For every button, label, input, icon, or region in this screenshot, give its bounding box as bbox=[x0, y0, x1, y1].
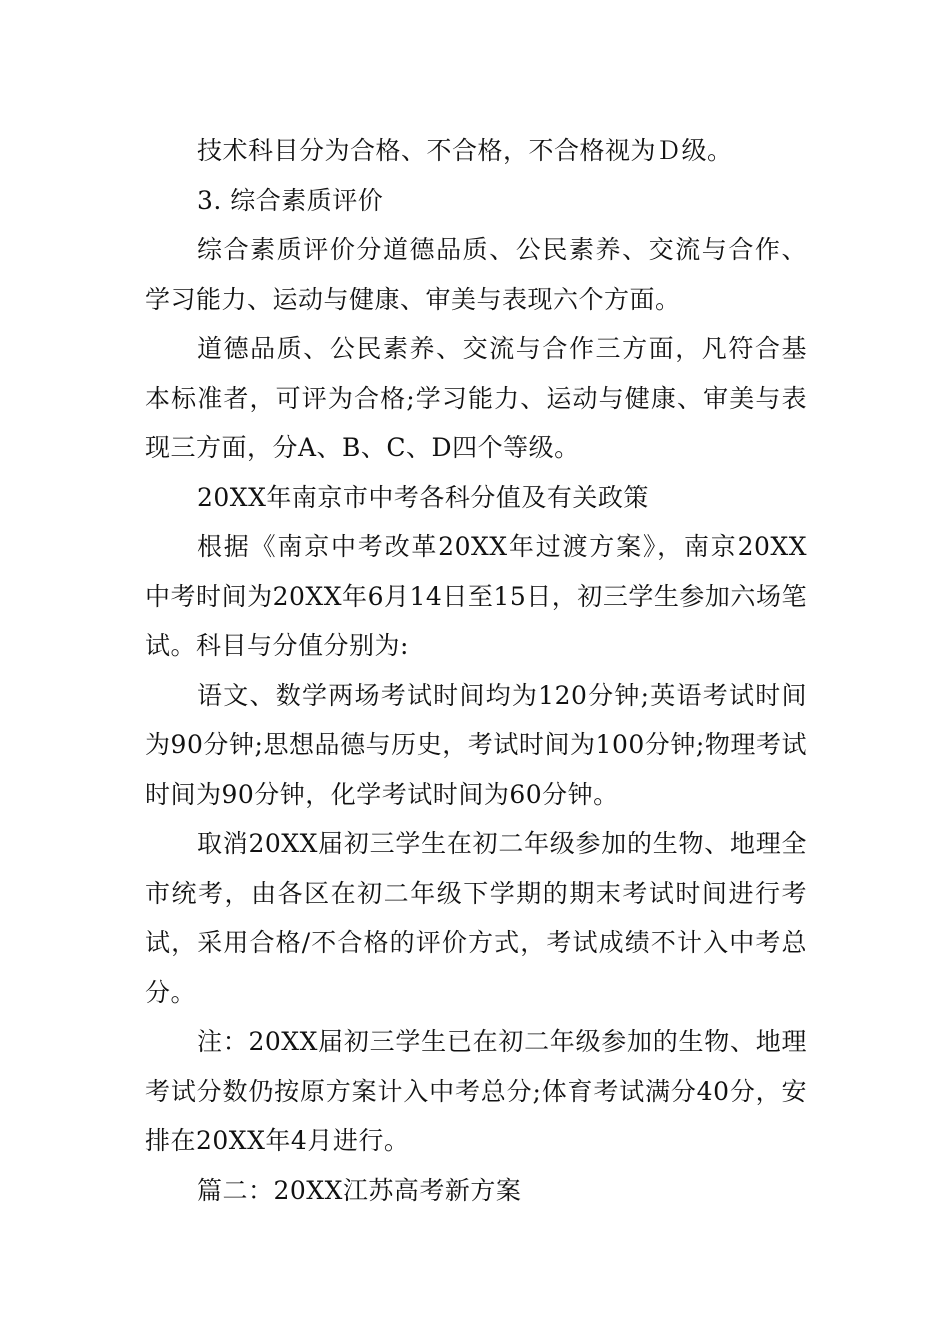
paragraph-quality-aspects: 综合素质评价分道德品质、公民素养、交流与合作、学习能力、运动与健康、审美与表现六个方面。 bbox=[145, 235, 807, 314]
paragraph-cancelled-exams: 取消20XX届初三学生在初二年级参加的生物、地理全市统考，由各区在初二年级下学期的期末考试时间进行考试，采用合格/不合格的评价方式，考试成绩不计入中考总分。 bbox=[145, 829, 807, 1007]
paragraph-note: 注：20XX届初三学生已在初二年级参加的生物、地理考试分数仍按原方案计入中考总分;体育考试满分40分，安排在20XX年4月进行。 bbox=[145, 1027, 807, 1155]
document-page bbox=[145, 126, 807, 1215]
paragraph-exam-schedule: 根据《南京中考改革20XX年过渡方案》，南京20XX中考时间为20XX年6月14日至15日，初三学生参加六场笔试。科目与分值分别为: bbox=[145, 532, 807, 660]
section-heading-quality-evaluation: 3. 综合素质评价 bbox=[197, 185, 384, 215]
paragraph-part-two-title: 篇二：20XX江苏高考新方案 bbox=[197, 1175, 522, 1205]
paragraph-tech-subjects: 技术科目分为合格、不合格，不合格视为Ｄ级。 bbox=[197, 136, 733, 165]
paragraph-nanjing-heading: 20XX年南京市中考各科分值及有关政策 bbox=[197, 482, 649, 512]
paragraph-exam-durations: 语文、数学两场考试时间均为120分钟;英语考试时间为90分钟;思想品德与历史，考试时间为100分钟;物理考试时间为90分钟，化学考试时间为60分钟。 bbox=[145, 680, 807, 809]
paragraph-grading-standards: 道德品质、公民素养、交流与合作三方面，凡符合基本标准者，可评为合格;学习能力、运动与健康、审美与表现三方面，分A、B、C、D四个等级。 bbox=[145, 334, 807, 462]
